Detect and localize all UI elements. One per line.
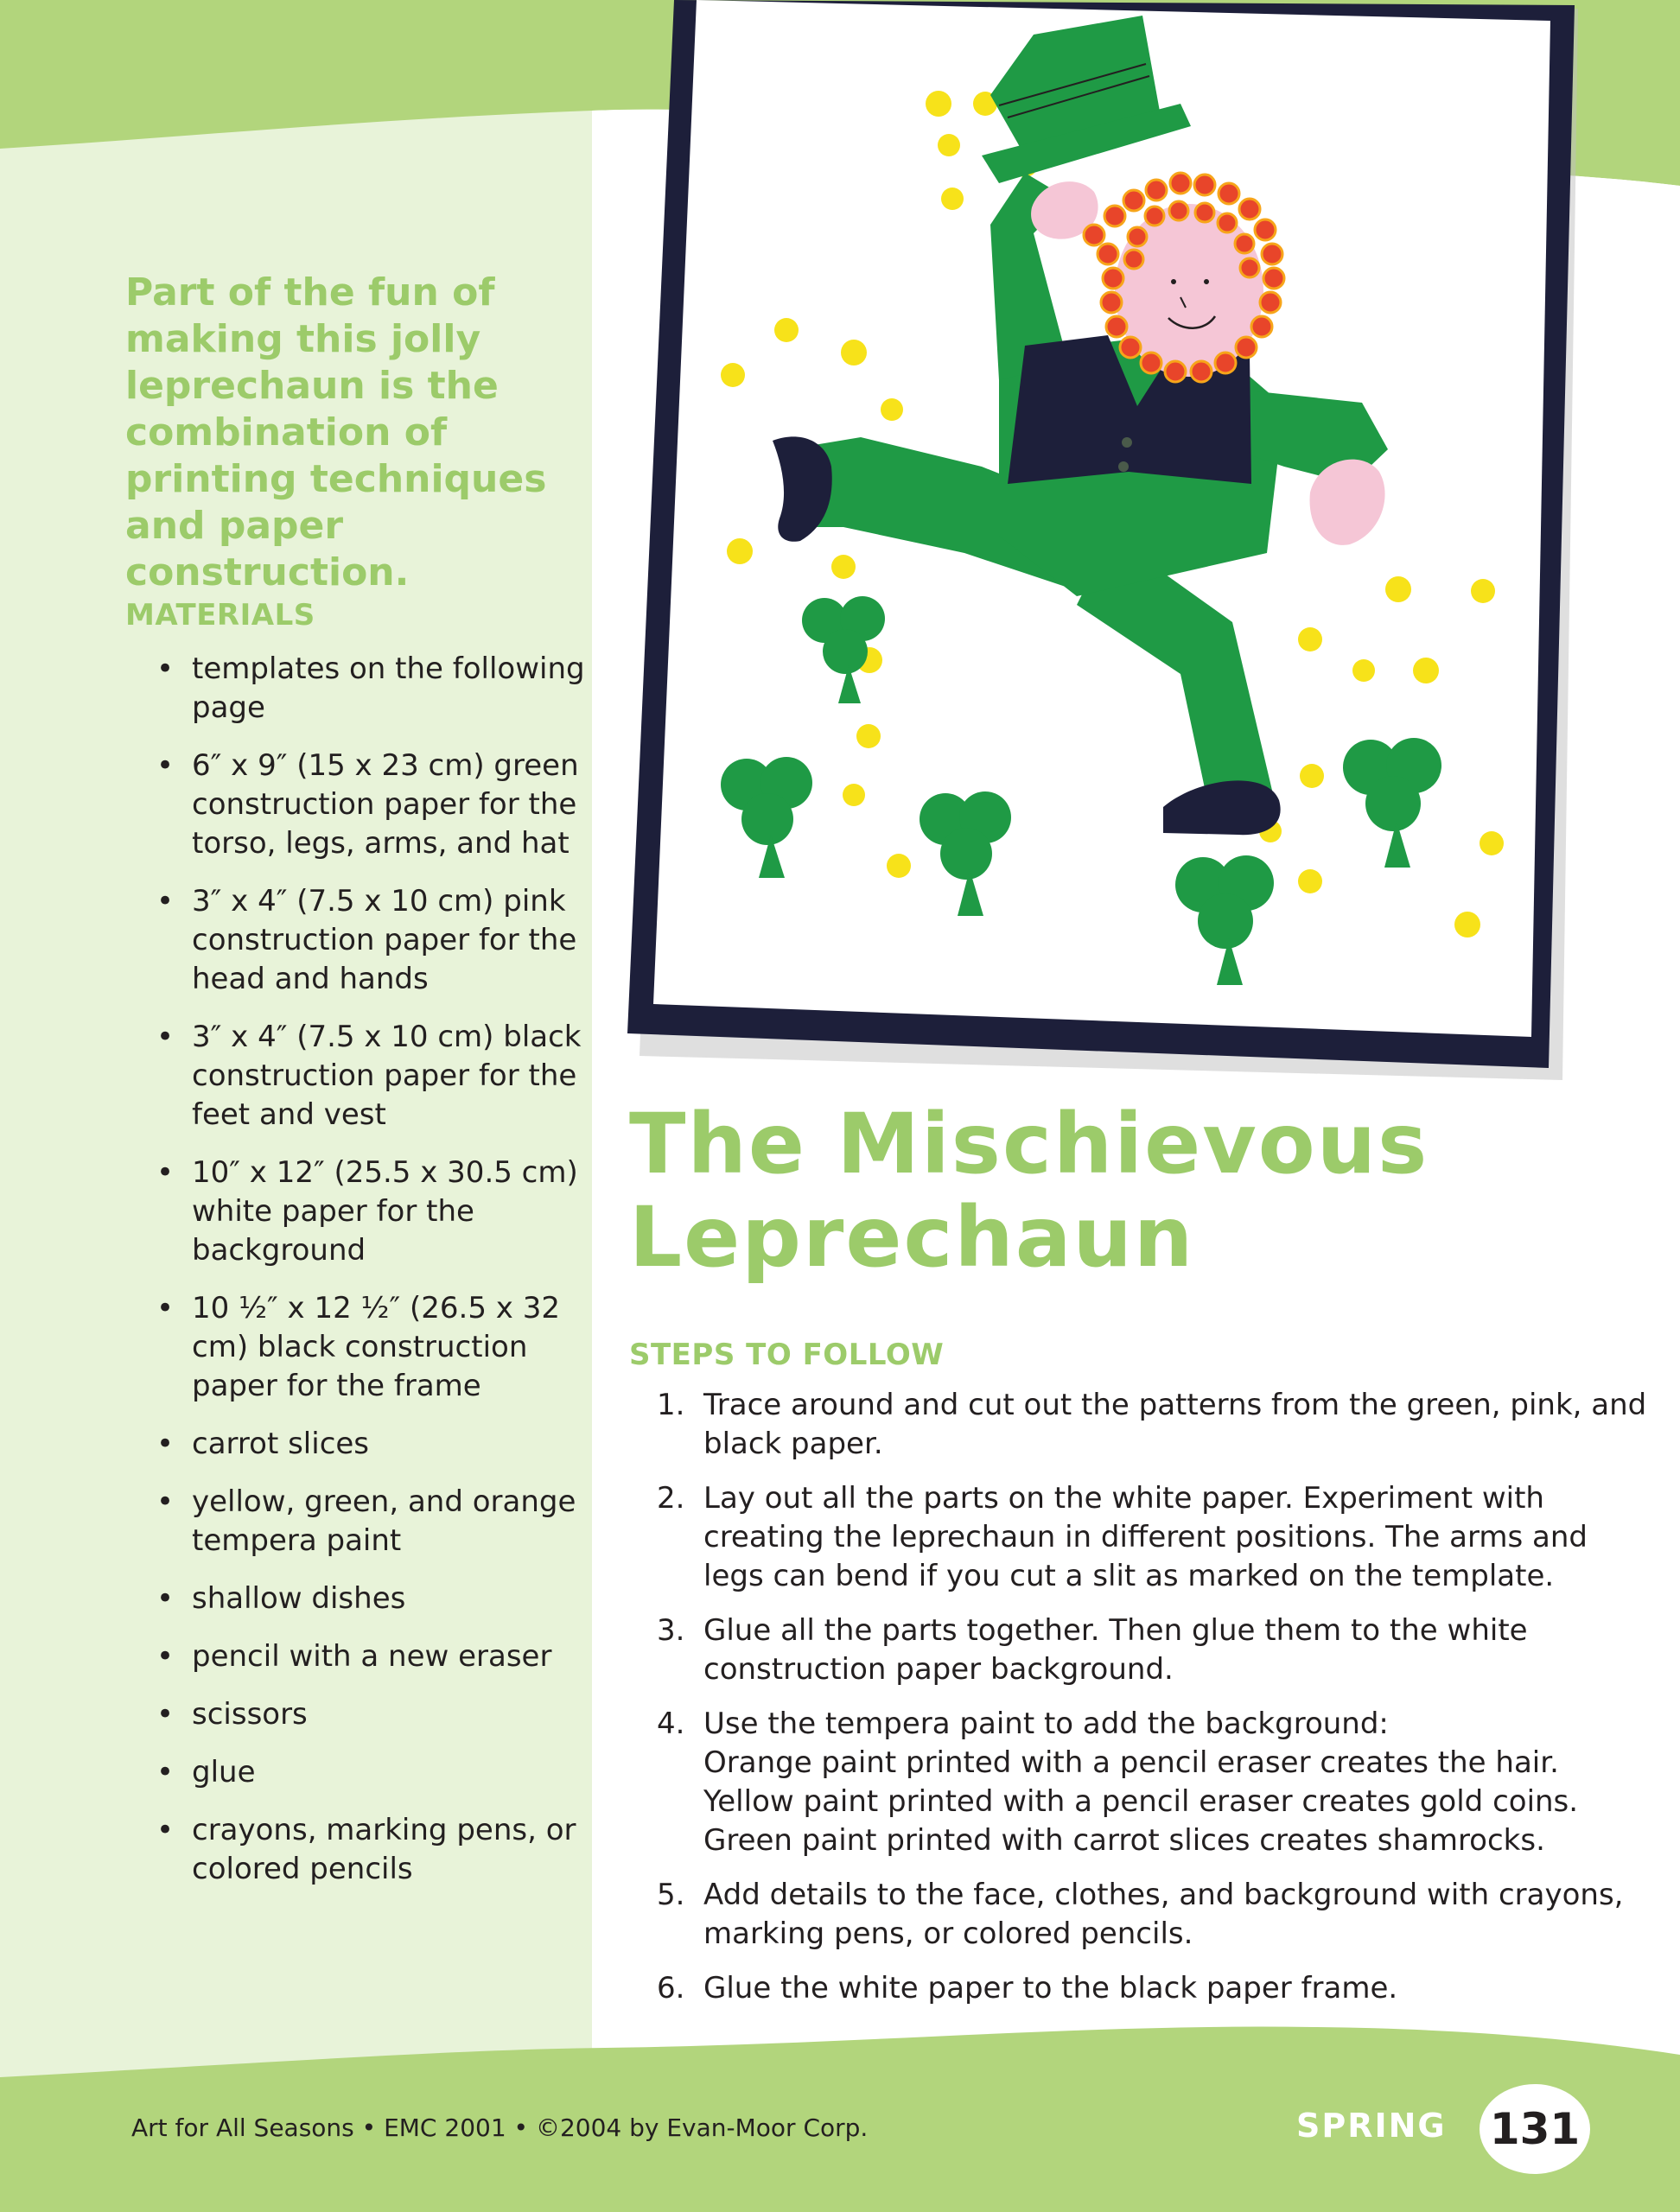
list-item: • crayons, marking pens, or colored pencils [151,1811,588,1889]
step-text: Glue all the parts together. Then glue them to the white construction paper background. [703,1613,1528,1687]
step-number: 6. [657,1971,685,2005]
step-number: 3. [657,1613,685,1648]
step-text: Lay out all the parts on the white paper. Experiment with creating the leprechaun in different positions. The arms and legs can bend if you cut a slit as marked on the template. [703,1481,1588,1593]
list-item: • 10 ½″ x 12 ½″ (26.5 x 32 cm) black construction paper for the frame [151,1289,588,1406]
list-item: • 10″ x 12″ (25.5 x 30.5 cm) white paper for the background [151,1154,588,1270]
step-item [657,1386,1651,1464]
step-item [657,1705,1651,1860]
list-item: • templates on the following page [151,650,588,728]
steps-heading: STEPS TO FOLLOW [629,1338,945,1372]
step-number: 5. [657,1878,685,1912]
intro-text: Part of the fun of making this jolly leprechaun is the combination of printing techniques and paper construction. [125,270,547,594]
step-number: 2. [657,1481,685,1516]
step-item [657,1876,1651,1954]
step-item [657,1969,1651,2008]
step-text: Trace around and cut out the patterns from the green, pink, and black paper. [703,1388,1647,1461]
list-item: • pencil with a new eraser [151,1637,588,1676]
list-item: • carrot slices [151,1425,588,1464]
list-item: • glue [151,1753,588,1792]
list-item: • 6″ x 9″ (15 x 23 cm) green construction paper for the torso, legs, arms, and hat [151,747,588,863]
section-label: SPRING [1296,2107,1447,2145]
step-text: Add details to the face, clothes, and background with crayons, marking pens, or colored pencils. [703,1878,1624,1951]
page-title: The Mischievous Leprechaun [629,1096,1429,1286]
step-number: 4. [657,1707,685,1741]
materials-heading: MATERIALS [125,598,315,632]
list-item: • yellow, green, and orange tempera paint [151,1483,588,1560]
materials-list [151,650,588,1908]
step-item [657,1479,1651,1596]
list-item: • 3″ x 4″ (7.5 x 10 cm) pink construction paper for the head and hands [151,882,588,999]
page-number: 131 [1489,2104,1581,2154]
leprechaun-artwork [627,0,1578,1082]
list-item: • scissors [151,1695,588,1734]
step-number: 1. [657,1388,685,1422]
footer-credit: Art for All Seasons • EMC 2001 • ©2004 by Evan-Moor Corp. [131,2113,869,2142]
list-item: • shallow dishes [151,1580,588,1618]
step-text: Use the tempera paint to add the background: Orange paint printed with a pencil eraser creates the hair. Yellow paint printed with a pencil eraser creates gold coins. Green paint printed with carrot slices creates shamrocks. [703,1707,1579,1858]
step-text: Glue the white paper to the black paper frame. [703,1971,1398,2005]
steps-list [657,1386,1651,2024]
list-item: • 3″ x 4″ (7.5 x 10 cm) black construction paper for the feet and vest [151,1018,588,1135]
step-item [657,1611,1651,1689]
page-number-badge [1480,2084,1590,2174]
